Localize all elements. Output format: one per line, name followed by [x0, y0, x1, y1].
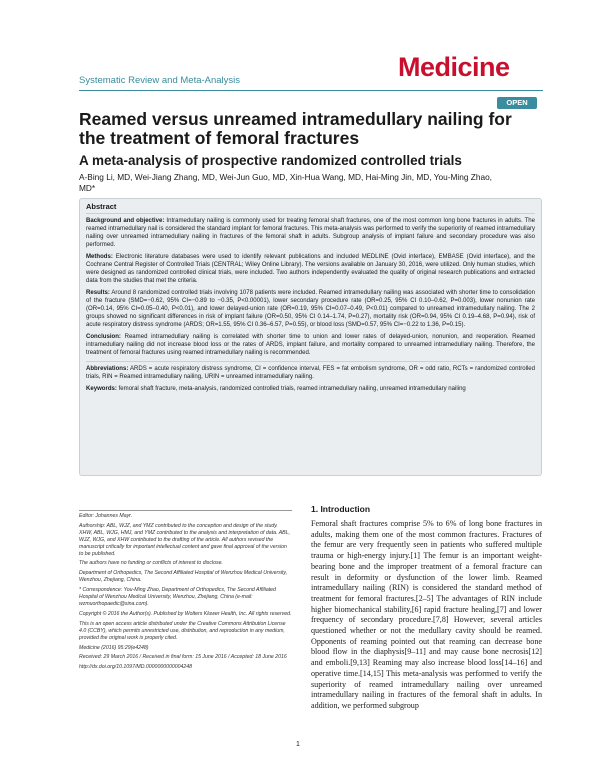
abstract-abbreviations: Abbreviations: ARDS = acute respiratory distress syndrome, CI = confidence interval, FES = fat embolism syndrome, OR = odd ratio, RCTs = randomized controlled trials, RIN = Reamed intramedullary nailing, URIN = unreamed intramedullary nailing. [86, 366, 535, 380]
journal-logo: Medicine [398, 52, 510, 82]
abstract-background: Background and objective: Intramedullary nailing is commonly used for treating femoral shaft fractures, one of the most common long bone fractures in adults. The reamed intramedullary nail is considered the standard implant for femoral fractures. This meta-analysis was performed to verify the superiority of reamed intramedullary nailing over unreamed intramedullary nailing in fractures of the femoral shaft in adults. Subgroup analysis of implant failure and secondary procedure was also performed. [86, 218, 535, 248]
abstract-results: Results: Around 8 randomized controlled trials involving 1078 patients were included. Reamed intramedullary nailing was associated with shorter time to consolidation of the fracture (SMD=−0.62, 95% CI=−0.89 to −0.35, P<0.00001), lower secondary procedure rate (OR=0.25, 95% CI 0.10–0.62, P=0.003), lower nonunion rate (OR=0.14, 95% CI=0.05–0.40, P<0.01), and lower delayed-union rate (OR=0.19, 95% CI=0.07–0.49, P<0.01) compared to unreamed intramedullary nailing. The 2 groups showed no significant differences in risk of implant failure (OR=0.50, 95% CI 0.14–1.74, P=0.27), mortality risk (OR=0.94, 95% CI 0.19–4.68, P=0.94), risk of acute respiratory distress syndrome (ARDS; OR=1.55, 95% CI 0.36–6.57, P=0.55), or blood loss (SMD=0.57, 95% CI=−0.22 to 1.36, P=0.15). [86, 290, 535, 328]
footnote: Received: 29 March 2016 / Received in final form: 15 June 2016 / Accepted: 18 June 2016 [79, 654, 287, 661]
footnote: Medicine (2016) 95:29(e4248) [79, 644, 149, 651]
footnote: * Correspondence: You-Ming Zhao, Department of Orthopedics, The Second Affiliated Hospital of Wenzhou Medical University, Wenzhou, Zhejiang, China (e-mail: wzmuorthopaedic@sina.com). [79, 587, 276, 607]
footnotes [79, 513, 292, 674]
footnote: Editor: Johannes Mayr. [79, 513, 133, 519]
open-access-badge: OPEN [497, 97, 537, 109]
abstract-divider [86, 213, 535, 214]
introduction-body: Femoral shaft fractures comprise 5% to 6% of long bone fractures in adults, making them one of the most common fractures. Fractures of the femur are very frequently seen in patients who suffered multiple trauma or high-energy injury.[1] The femur is an important weight-bearing bone and the improper treatment of a femoral fracture can result in deformity or dysfunction of the lower limb. Reamed intramedullary nailing (RIN) is considered the standard method of treatment for femoral fractures.[2–5] The advantages of RIN include higher biomechanical stability,[6] rapid fracture healing,[7] and lower frequency of secondary procedure.[7,8] However, several articles questioned whether or not the medullary cavity should be reamed. Opponents of reaming pointed out that reaming can decrease bone blood flow in the diaphysis[9–11] and may cause bone necrosis[12] and emboli.[9,13] Reaming may also increase blood loss[14–16] and operative time.[14,15] This meta-analysis was performed to verify the superiority of reamed intramedullary nailing over unreamed intramedullary nailing in fractures of the femoral shaft in adults. In addition, we performed subgroup [311, 519, 542, 710]
article-title: Reamed versus unreamed intramedullary nailing for the treatment of femoral fractures [79, 109, 512, 148]
footnote: Department of Orthopedics, The Second Affiliated Hospital of Wenzhou Medical University, Wenzhou, Zhejiang, China. [79, 570, 288, 584]
footnote: Copyright © 2016 the Author(s). Published by Wolters Kluwer Health, Inc. All rights reserved. [79, 610, 292, 617]
footnote: Authorship: ABL, WJZ, and YMZ contributed to the conception and design of the study. XHW, ABL, WJG, HMJ, and YMZ contributed to the analysis and interpretation of data. ABL, WJZ, WJG, and XHW contributed to the drafting of the article. All authors revised the manuscript critically for important intellectual content and gave final approval of the version to be published. [79, 522, 290, 557]
abstract-methods: Methods: Electronic literature databases were used to identify relevant publications and included MEDLINE (Ovid interface), EMBASE (Ovid interface), and the Cochrane Central Register of Controlled Trials (CENTRAL; Wiley Online Library). The versions available on January 30, 2016, were utilized. Only human studies, which were designed as randomized controlled clinical trials, were included. Two authors independently evaluated the quality of original research publications and extracted data from the studies that met the criteria. [86, 254, 535, 284]
introduction-heading: 1. Introduction [311, 504, 371, 514]
footnote: This is an open access article distributed under the Creative Commons Attribution License 4.0 (CCBY), which permits unrestricted use, distribution, and reproduction in any medium, provided the original work is properly cited. [79, 620, 286, 641]
header-rule [79, 90, 543, 91]
footnote-divider [79, 510, 292, 511]
abstract-keywords: Keywords: femoral shaft fracture, meta-analysis, randomized controlled trials, reamed intramedullary nailing, unreamed intramedullary nailing [86, 386, 466, 392]
doi-link[interactable]: http://dx.doi.org/10.1097/MD.0000000000004248 [79, 664, 193, 671]
page-number: 1 [296, 741, 300, 748]
abstract-heading: Abstract [86, 202, 117, 211]
section-label: Systematic Review and Meta-Analysis [79, 75, 241, 86]
abstract-conclusion: Conclusion: Reamed intramedullary nailing is correlated with shorter time to union and lower rates of delayed-union, nonunion, and reoperation. Reamed intramedullary nailing did not increase blood loss or the rates of ARDS, implant failure, and mortality compared to unreamed intramedullary nailing. Therefore, the treatment of femoral fractures using reamed intramedullary nailing is recommended. [86, 334, 535, 356]
abstract-box [79, 198, 542, 476]
abstract-divider [86, 361, 535, 362]
article-subtitle: A meta-analysis of prospective randomized controlled trials [79, 153, 462, 168]
author-list: A-Bing Li, MD, Wei-Jiang Zhang, MD, Wei-Jun Guo, MD, Xin-Hua Wang, MD, Hai-Ming Jin, MD, You-Ming Zhao, MD* [79, 172, 492, 193]
footnote: The authors have no funding or conflicts of interest to disclose. [79, 560, 223, 567]
